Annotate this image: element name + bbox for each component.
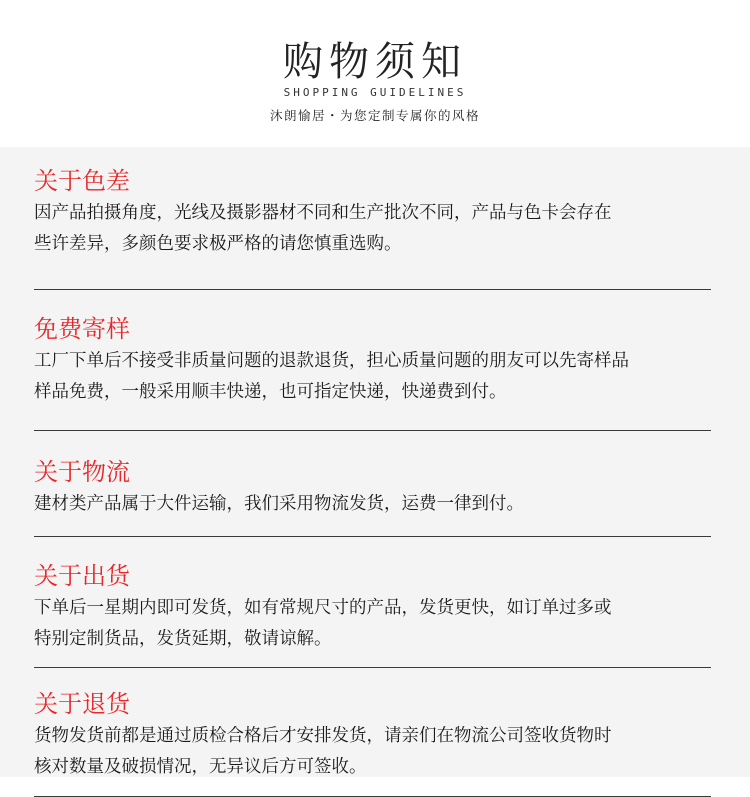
section-line: 下单后一星期内即可发货，如有常规尺寸的产品，发货更快，如订单过多或 [34,598,612,618]
section-title: 关于物流 [34,458,130,486]
section-body [34,721,711,783]
page-subtitle-english: SHOPPING GUIDELINES [283,86,467,99]
page-title: 购物须知 [283,39,467,85]
page-header [0,0,750,147]
page-subtitle-chinese: 沐朗愉居・为您定制专属你的风格 [269,108,480,123]
section-line: 核对数量及破损情况，无异议后方可签收。 [34,757,367,777]
section-title: 关于出货 [34,562,130,590]
section-line: 建材类产品属于大件运输，我们采用物流发货，运费一律到付。 [34,494,524,514]
section-line: 些许差异，多颜色要求极严格的请您慎重选购。 [34,234,402,254]
section-line: 特别定制货品，发货延期，敬请谅解。 [34,629,332,649]
section-body [34,198,711,260]
section-title: 免费寄样 [34,315,130,343]
section-line: 货物发货前都是通过质检合格后才安排发货，请亲们在物流公司签收货物时 [34,726,612,746]
section-line: 工厂下单后不接受非质量问题的退款退货，担心质量问题的朋友可以先寄样品 [34,351,629,371]
section-returns [34,689,711,797]
section-body [34,593,711,655]
section-title: 关于退货 [34,690,130,718]
section-line: 样品免费，一般采用顺丰快递，也可指定快递，快递费到付。 [34,382,507,402]
section-free-samples [34,314,711,431]
section-line: 因产品拍摄角度，光线及摄影器材不同和生产批次不同，产品与色卡会存在 [34,203,612,223]
guidelines-content [0,147,750,777]
section-body [34,489,711,520]
section-shipping [34,561,711,668]
section-color-difference [34,166,711,290]
section-body [34,346,711,408]
section-title: 关于色差 [34,167,130,195]
section-logistics [34,457,711,537]
